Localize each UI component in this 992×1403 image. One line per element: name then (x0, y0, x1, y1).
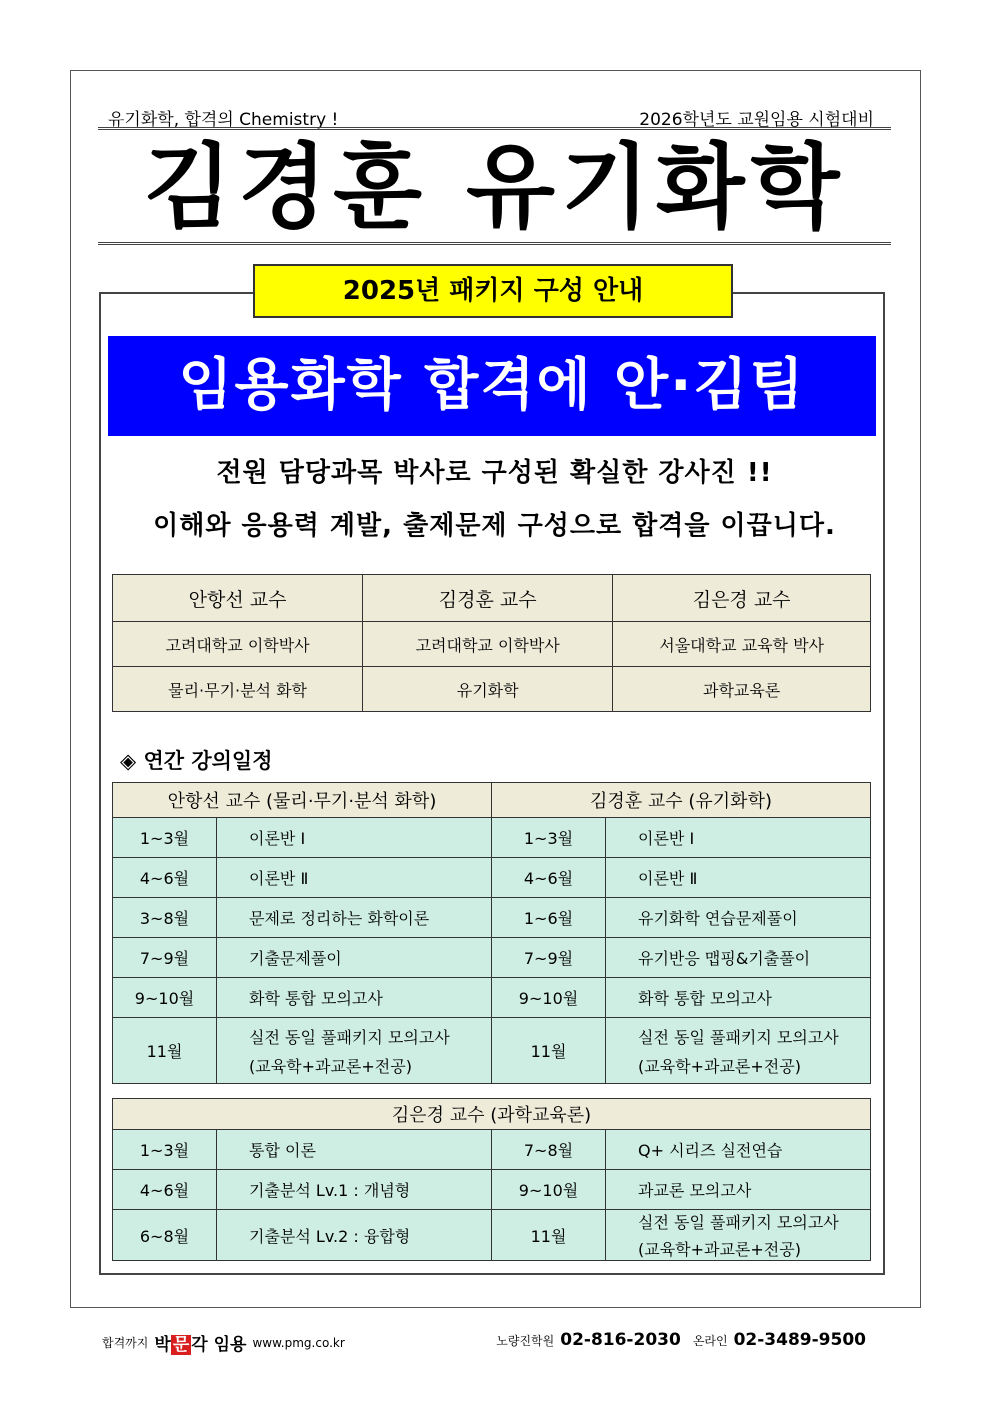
month-cell: 9~10월 (492, 978, 606, 1018)
month-cell: 11월 (492, 1018, 606, 1084)
course-cell: 기출분석 Lv.2 : 융합형 (217, 1210, 492, 1261)
online-phone: 02-3489-9500 (733, 1330, 866, 1350)
course-line: 실전 동일 풀패키지 모의고사 (638, 1027, 839, 1047)
month-cell: 4~6월 (113, 858, 217, 898)
course-cell: 화학 통합 모의고사 (606, 978, 871, 1018)
month-cell: 1~3월 (113, 818, 217, 858)
course-cell: 유기반응 맵핑&기출풀이 (606, 938, 871, 978)
brand-logo: 박 문 각 임용 (154, 1335, 247, 1355)
course-cell: 통합 이론 (217, 1130, 492, 1170)
month-cell: 4~6월 (492, 858, 606, 898)
footer-lead: 합격까지 (102, 1336, 149, 1350)
table-row (113, 1210, 871, 1261)
professor-name: 안항선 교수 (113, 575, 363, 622)
slogan: 유기화학, 합격의 Chemistry ! (108, 110, 339, 130)
page-title: 김경훈 유기화학 (143, 134, 846, 241)
schedule-table-1 (112, 782, 871, 1084)
course-cell: 이론반 Ⅰ (606, 818, 871, 858)
course-cell (606, 1210, 871, 1261)
course-cell: 기출문제풀이 (217, 938, 492, 978)
course-cell: 문제로 정리하는 화학이론 (217, 898, 492, 938)
month-cell: 3~8월 (113, 898, 217, 938)
exam-label: 2026학년도 교원임용 시험대비 (639, 110, 874, 130)
divider-top (98, 127, 891, 130)
month-cell: 11월 (492, 1210, 606, 1261)
course-cell: 과교론 모의고사 (606, 1170, 871, 1210)
course-cell: 유기화학 연습문제풀이 (606, 898, 871, 938)
table-row (113, 938, 871, 978)
schedule-header: 김은경 교수 (과학교육론) (113, 1099, 871, 1130)
month-cell: 9~10월 (113, 978, 217, 1018)
month-cell: 1~6월 (492, 898, 606, 938)
table-row (113, 1130, 871, 1170)
course-line: (교육학+과교론+전공) (249, 1056, 412, 1076)
schedule-header-left: 안항선 교수 (물리·무기·분석 화학) (113, 783, 492, 818)
schedule-header-right: 김경훈 교수 (유기화학) (492, 783, 871, 818)
course-cell (606, 1018, 871, 1084)
month-cell: 7~9월 (492, 938, 606, 978)
package-banner: 2025년 패키지 구성 안내 (253, 264, 733, 318)
course-cell (217, 1018, 492, 1084)
professor-degree: 고려대학교 이학박사 (113, 622, 363, 667)
table-row (113, 818, 871, 858)
month-cell: 11월 (113, 1018, 217, 1084)
month-cell: 1~3월 (492, 818, 606, 858)
professor-name: 김은경 교수 (613, 575, 871, 622)
month-cell: 9~10월 (492, 1170, 606, 1210)
schedule-table-2 (112, 1098, 871, 1261)
course-line: (교육학+과교론+전공) (638, 1056, 801, 1076)
month-cell: 7~9월 (113, 938, 217, 978)
course-cell: 이론반 Ⅰ (217, 818, 492, 858)
month-cell: 1~3월 (113, 1130, 217, 1170)
course-cell: 이론반 Ⅱ (606, 858, 871, 898)
professor-field: 유기화학 (363, 667, 613, 712)
footer-url[interactable]: www.pmg.co.kr (252, 1335, 345, 1350)
campus-label: 노량진학원 (496, 1333, 555, 1348)
tagline-1: 전원 담당과목 박사로 구성된 확실한 강사진 !! (216, 458, 773, 488)
professor-degree: 고려대학교 이학박사 (363, 622, 613, 667)
headline: 임용화학 합격에 안·김팀 (108, 336, 876, 436)
course-line: (교육학+과교론+전공) (638, 1240, 801, 1259)
course-line: 실전 동일 풀패키지 모의고사 (249, 1027, 450, 1047)
campus-phone: 02-816-2030 (560, 1330, 681, 1350)
table-row (113, 858, 871, 898)
professor-table (112, 574, 871, 712)
professor-degree: 서울대학교 교육학 박사 (613, 622, 871, 667)
table-row (113, 978, 871, 1018)
schedule-title: ◈ 연간 강의일정 (120, 749, 273, 773)
month-cell: 7~8월 (492, 1130, 606, 1170)
month-cell: 4~6월 (113, 1170, 217, 1210)
online-label: 온라인 (692, 1333, 728, 1348)
professor-field: 과학교육론 (613, 667, 871, 712)
course-cell: 기출분석 Lv.1 : 개념형 (217, 1170, 492, 1210)
divider-bottom (98, 242, 891, 245)
course-cell: 이론반 Ⅱ (217, 858, 492, 898)
professor-field: 물리·무기·분석 화학 (113, 667, 363, 712)
table-row (113, 1018, 871, 1084)
footer-contact (496, 1330, 866, 1350)
tagline-2: 이해와 응용력 계발, 출제문제 구성으로 합격을 이끕니다. (153, 511, 836, 541)
month-cell: 6~8월 (113, 1210, 217, 1261)
table-row (113, 1170, 871, 1210)
footer-brand (102, 1330, 345, 1355)
course-cell: 화학 통합 모의고사 (217, 978, 492, 1018)
professor-name: 김경훈 교수 (363, 575, 613, 622)
table-row (113, 898, 871, 938)
course-line: 실전 동일 풀패키지 모의고사 (638, 1213, 839, 1232)
course-cell: Q+ 시리즈 실전연습 (606, 1130, 871, 1170)
